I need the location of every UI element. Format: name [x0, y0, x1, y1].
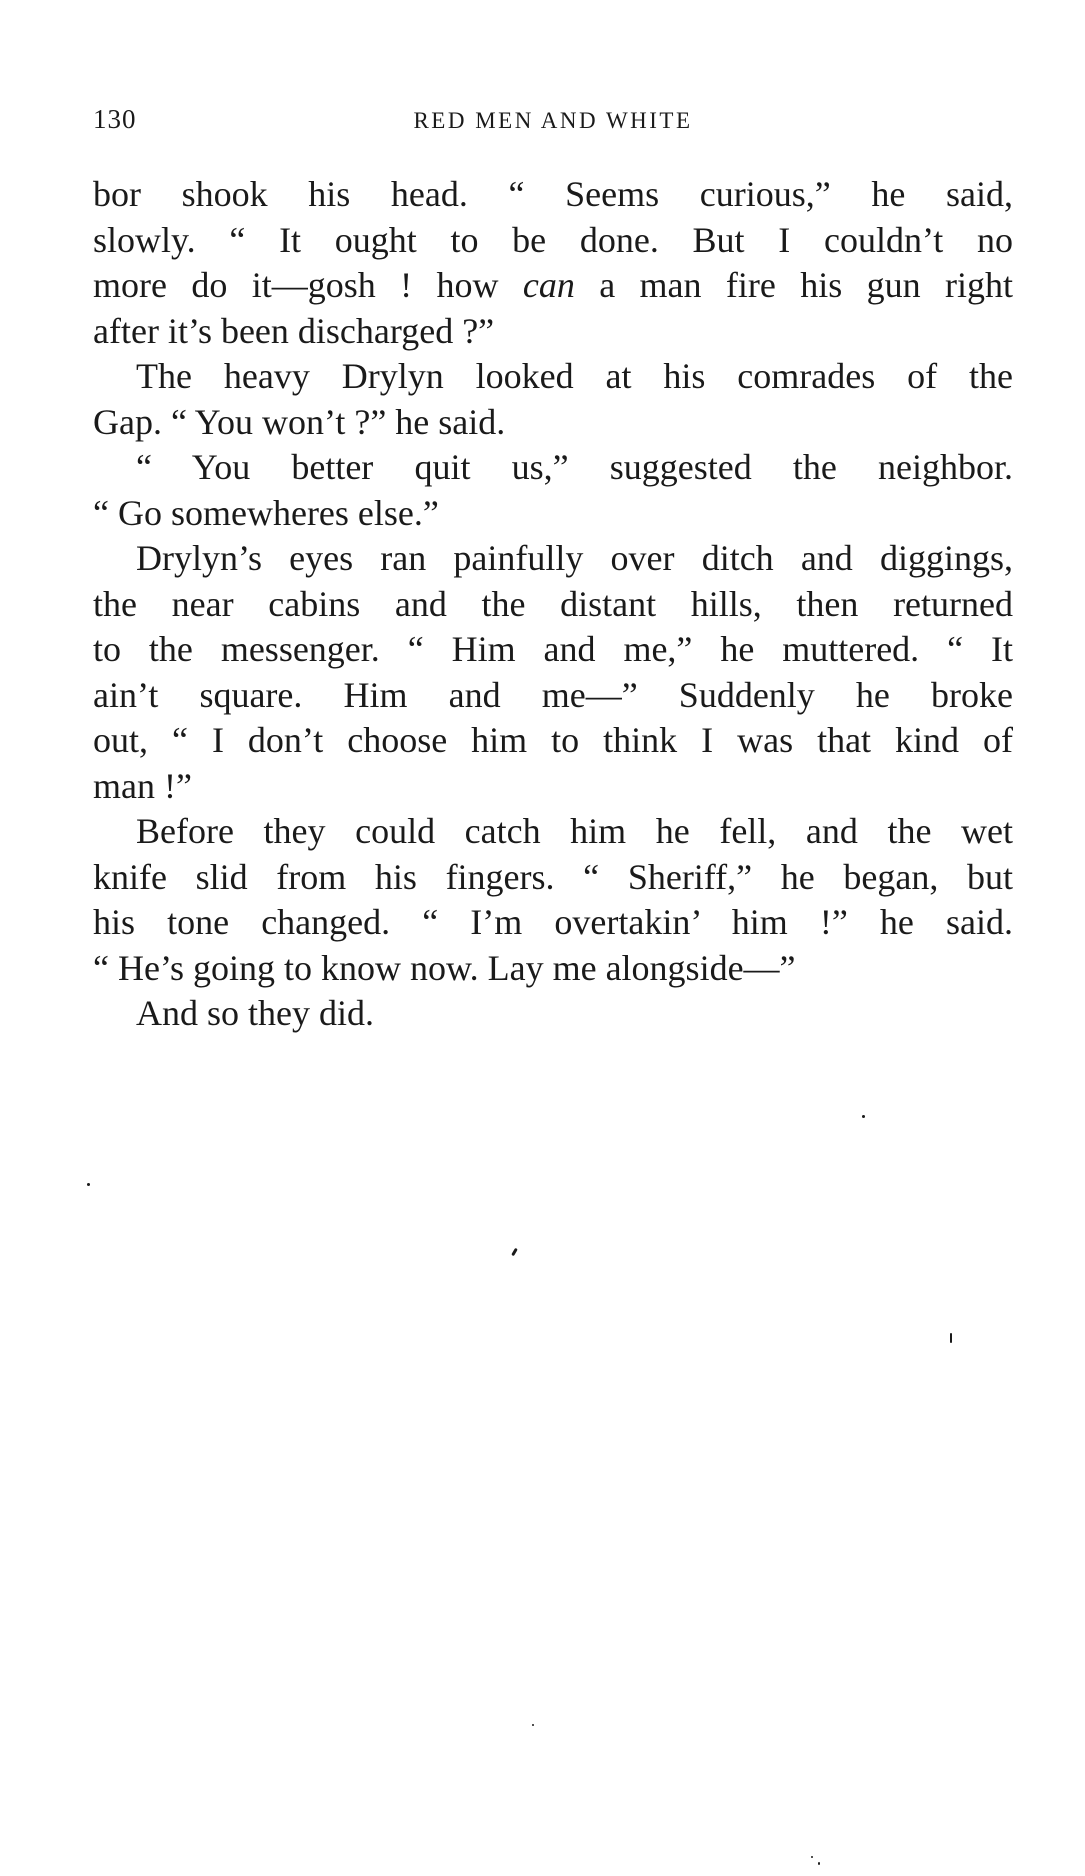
- scan-speck: [511, 1248, 518, 1256]
- text-line: “ Go somewheres else.”: [93, 492, 439, 533]
- text-line: Gap. “ You won’t ?” he said.: [93, 401, 506, 442]
- running-title: RED MEN AND WHITE: [413, 108, 693, 133]
- text-line: the near cabins and the distant hills, then returned: [93, 583, 1013, 624]
- text-line: “ He’s going to know now. Lay me alongside—”: [93, 947, 796, 988]
- text-line: after it’s been discharged ?”: [93, 310, 495, 351]
- text-line: slowly. “ It ought to be done. But I couldn’t no: [93, 219, 1013, 260]
- page-number: 130: [93, 104, 137, 134]
- text-line: knife slid from his fingers. “ Sheriff,” he began, but: [93, 856, 1013, 897]
- italic-word: can: [522, 265, 575, 305]
- scan-speck: [818, 1862, 820, 1865]
- text-line: to the messenger. “ Him and me,” he muttered. “ It: [93, 629, 1013, 669]
- text-segment: a man fire his gun right: [599, 265, 1013, 305]
- body-text: [93, 172, 1013, 1037]
- scan-speck: [862, 1115, 865, 1118]
- text-line: man !”: [93, 765, 192, 806]
- text-line: out, “ I don’t choose him to think I was that kind of: [93, 720, 1013, 760]
- text-line: The heavy Drylyn looked at his comrades of the: [136, 356, 1013, 396]
- text-line: Before they could catch him he fell, and the wet: [136, 811, 1013, 851]
- scan-speck: [87, 1183, 90, 1186]
- text-line: “ You better quit us,” suggested the neighbor.: [136, 447, 1013, 487]
- scan-speck: [532, 1724, 534, 1726]
- text-line: his tone changed. “ I’m overtakin’ him !” he said.: [93, 902, 1013, 942]
- text-line: And so they did.: [136, 993, 374, 1033]
- text-line: bor shook his head. “ Seems curious,” he said,: [93, 174, 1013, 214]
- text-line: ain’t square. Him and me—” Suddenly he broke: [93, 674, 1013, 715]
- scan-speck: [950, 1333, 952, 1343]
- text-segment: more do it—gosh ! how: [93, 265, 499, 305]
- scan-speck: [811, 1856, 813, 1858]
- text-line: [93, 263, 1013, 309]
- running-head: [93, 104, 1013, 144]
- text-line: Drylyn’s eyes ran painfully over ditch and diggings,: [136, 538, 1013, 578]
